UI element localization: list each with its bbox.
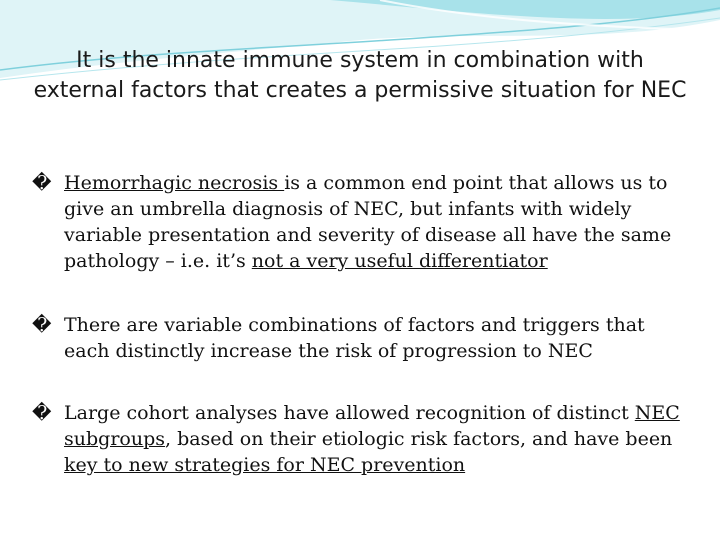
bullet-text-segment: Large cohort analyses have allowed recognition of distinct: [64, 402, 635, 424]
bullet-item: [32, 312, 692, 364]
bullet-item: [32, 170, 692, 274]
bullet-text-segment: , based on their etiologic risk factors, and have been: [164, 428, 673, 450]
bullet-text-segment: There are variable combinations of factors and triggers that each distinctly increase the risk of progression to NEC: [64, 314, 645, 362]
bullet-text-segment: key to new strategies for NEC prevention: [64, 454, 466, 476]
bullet-text-segment: not a very useful differentiator: [251, 250, 548, 272]
bullet-list: [32, 170, 692, 478]
bullet-text-segment: NEC subgroups: [64, 402, 680, 450]
bullet-marker-icon: �: [32, 172, 52, 194]
bullet-text-segment: is a common end point that allows us to give an umbrella diagnosis of NEC, but infants with widely variable presentation and severity of disease all have the same pathology – i.e. it’s: [64, 172, 672, 272]
bullet-marker-icon: �: [32, 314, 52, 336]
bullet-text-segment: Hemorrhagic necrosis: [64, 172, 285, 194]
bullet-marker-icon: �: [32, 402, 52, 424]
slide-title: It is the innate immune system in combination with external factors that creates a permissive situation for NEC: [33, 48, 687, 103]
bullet-item: [32, 400, 692, 478]
